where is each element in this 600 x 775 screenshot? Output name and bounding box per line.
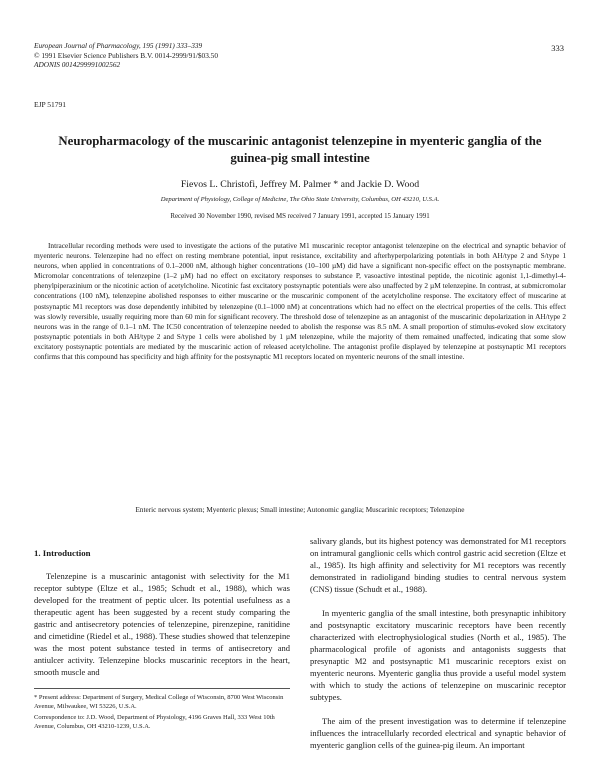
running-header bbox=[34, 41, 218, 70]
affiliation: Department of Physiology, College of Medicine, The Ohio State University, Columbus, OH 43210, U.S.A. bbox=[160, 196, 440, 203]
eip-code: EJP 51791 bbox=[34, 100, 67, 109]
footnotes bbox=[34, 688, 290, 734]
journal-citation: European Journal of Pharmacology, 195 (1991) 333–339 bbox=[34, 41, 203, 50]
intro-paragraph-4: The aim of the present investigation was to determine if telenzepine influences the intracellularly recorded electrical and synaptic behavior of myenteric ganglion cells of the guinea-pig ileum. An important bbox=[310, 716, 566, 750]
abstract: Intracellular recording methods were used to investigate the actions of the putative M1 muscarinic receptor antagonist telenzepine on the electrical and synaptic behavior of myenteric neurons. Telenzepine had no effect on resting membrane potential, input resistance, excitability and afterhyperpolarizing potentials in both AH/type 2 and S/type 1 neurons, when applied in concentrations of 0.1–2000 nM, although higher concentrations (10–100 µM) did have a significant non-specific effect on the postsynaptic membrane. Micromolar concentrations of telenzepine (1–2 µM) had no effect on excitatory responses to substance P, vasoactive intestinal peptide, the nicotinic agonist 1,1-dimethyl-4-phenylpiperazinium or the nicotinic action of acetylcholine. Nicotinic fast excitatory postsynaptic potentials were also unaffected by 2 µM telenzepine. In contrast, at submicromolar concentrations (100 nM), telenzepine abolished responses to either muscarine or the muscarinic component of the acetylcholine response. The excitatory effect of muscarine at postsynaptic M1 receptors was dose dependently inhibited by telenzepine (0.1–1000 nM) at concentrations which had no effect on the electrical properties of the cells. This effect was slowly reversible, usually requiring more than 60 min for significant recovery. The threshold dose of telenzepine as an antagonist of the muscarinic depolarization in AH/type 2 neurons was in the range of 0.1–1 nM. The IC50 concentration of telenzepine needed to abolish the response was 8.5 nM. A small proportion of stimulus-evoked slow excitatory postsynaptic potentials in both AH/type 2 and S/type 1 cells were abolished by 1 µM telenzepine, while the majority of them remained unaffected, indicating that some slow excitatory postsynaptic potentials are mediated by the muscarinic action of released acetylcholine. The antagonist profile displayed by telenzepine at postsynaptic M1 receptors confirms that this compound has specificity and high affinity for the postsynaptic M1 receptors located on myenteric neurons of the small intestine. bbox=[34, 241, 566, 362]
keywords: Enteric nervous system; Myenteric plexus; Small intestine; Autonomic ganglia; Muscarinic receptors; Telenzepine bbox=[135, 506, 465, 514]
intro-paragraph-3: In myenteric ganglia of the small intestine, both presynaptic inhibitory and postsynaptic excitatory muscarinic receptors have been recently characterized with electrophysiological studies (North et al., 1985). The pharmacological profile of agonists and antagonists suggests that presynaptic M2 and postsynaptic M1 muscarinic receptors exist on myenteric neurons. Myenteric ganglia thus provide a useful model system with which to study the actions of telenzepine on muscarinic receptor subtypes. bbox=[310, 608, 566, 702]
intro-paragraph-2: salivary glands, but its highest potency was demonstrated for M1 receptors on intramural ganglionic cells which control gastric acid secretion (Eltze et al., 1985). Its high affinity and selectivity for M1 receptors was recently demonstrated in radioligand binding studies to central nervous system (CNS) tissue (Schudt et al., 1988). bbox=[310, 536, 566, 594]
page-number: 333 bbox=[551, 43, 564, 53]
footnote-correspondence: Correspondence to: J.D. Wood, Department of Physiology, 4196 Graves Hall, 333 West 10th Avenue, Columbus, OH 43210-1239, U.S.A. bbox=[34, 714, 275, 730]
adonis-line: ADONIS 0014299991002562 bbox=[34, 60, 121, 70]
copyright-line: © 1991 Elsevier Science Publishers B.V. 0014-2999/91/$03.50 bbox=[34, 50, 218, 60]
intro-paragraph-1: Telenzepine is a muscarinic antagonist with selectivity for the M1 receptor subtype (Eltze et al., 1985; Schudt et al., 1988), which was developed for the treatment of peptic ulcer. Its potential usefulness as a therapeutic agent has been suggested by a recent study comparing the gastric and antisecretory potencies of telenzepine, pirenzepine, ranitidine and cimetidine (Riedel et al., 1988). These studies showed that telenzepine was the most potent substance tested in terms of antisecretory and antiulcer activity. Telenzepine blocks muscarinic receptors in the heart, smooth muscle and bbox=[34, 571, 290, 677]
right-column bbox=[310, 535, 566, 751]
authors: Fievos L. Christofi, Jeffrey M. Palmer * and Jackie D. Wood bbox=[180, 179, 420, 190]
article-title: Neuropharmacology of the muscarinic antagonist telenzepine in myenteric ganglia of the guinea-pig small intestine bbox=[58, 134, 542, 165]
left-column bbox=[34, 547, 290, 678]
section-heading: 1. Introduction bbox=[34, 548, 91, 558]
received-dates: Received 30 November 1990, revised MS received 7 January 1991, accepted 15 January 1991 bbox=[170, 213, 430, 220]
footnote-present-address: * Present address: Department of Surgery, Medical College of Wisconsin, 8700 West Wisconsin Avenue, Milwaukee, WI 53226, U.S.A. bbox=[34, 694, 284, 710]
